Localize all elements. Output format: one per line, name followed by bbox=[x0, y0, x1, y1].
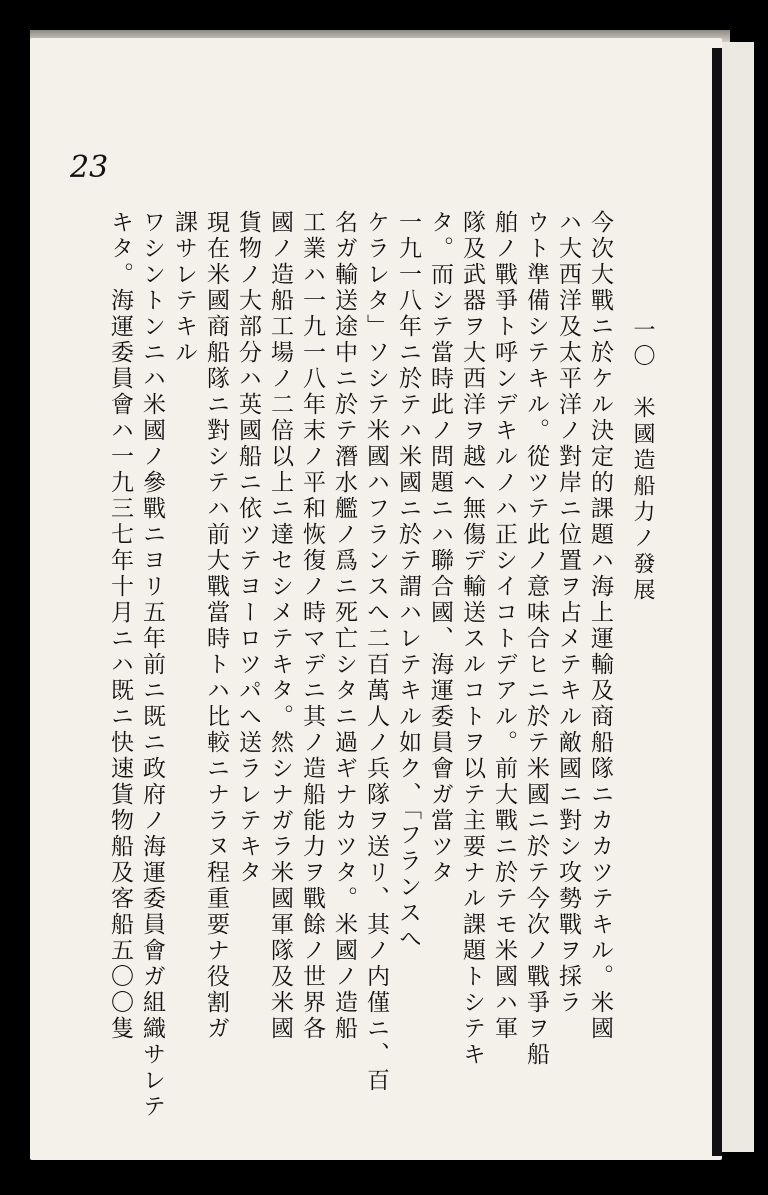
text-column-5: 隊及武器ヲ大西洋ヲ越ヘ無傷デ輸送スルコトヲ以テ主要ナル課題トシテキ bbox=[459, 210, 485, 1068]
text-column-14: 課サレテキル bbox=[171, 210, 197, 366]
text-column-10: 工業ハ一九一八年末ノ平和恢復ノ時マデニ其ノ造船能力ヲ戰餘ノ世界各 bbox=[299, 210, 325, 1042]
text-column-1: 今次大戰ニ於ケル決定的課題ハ海上運輸及商船隊ニカカツテキル。米國 bbox=[587, 210, 613, 1042]
text-column-9: 名ガ輸送途中ニ於テ潛水艦ノ爲ニ死亡シタニ過ギナカツタ。米國ノ造船 bbox=[331, 210, 357, 1042]
section-title: 一〇 米國造船力ノ發展 bbox=[630, 318, 655, 604]
text-column-7: 一九一八年ニ於テハ米國ニ於テ謂ハレテキル如ク、「フランスへ bbox=[395, 210, 421, 953]
text-column-2: ハ大西洋及太平洋ノ對岸ニ位置ヲ占メテキル敵國ニ對シ攻勢戰ヲ採ラ bbox=[555, 210, 581, 1016]
text-column-3: ウト準備シテキル。從ツテ此ノ意味合ヒニ於テ米國ニ於テ今次ノ戰爭ヲ船 bbox=[523, 210, 549, 1068]
text-column-15: ワシントンニハ米國ノ參戰ニヨリ五年前ニ既ニ政府ノ海運委員會ガ組織サレテ bbox=[139, 210, 165, 1120]
text-column-13: 現在米國商船隊ニ對シテハ前大戰當時トハ比較ニナラヌ程重要ナ役割ガ bbox=[203, 210, 229, 1042]
text-column-12: 貨物ノ大部分ハ英國船ニ依ツテヨーロツパへ送ラレテキタ bbox=[235, 210, 261, 886]
text-column-16: キタ。海運委員會ハ一九三七年十月ニハ既ニ快速貨物船及客船五〇〇隻 bbox=[107, 210, 133, 1042]
text-column-8: ケラレタ」ソシテ米國ハフランスへ二百萬人ノ兵隊ヲ送リ、其ノ内僅ニ、百 bbox=[363, 210, 389, 1094]
text-column-6: タ。而シテ當時此ノ問題ニハ聯合國、海運委員會ガ當ツタ bbox=[427, 210, 453, 886]
adjacent-page-edge bbox=[722, 42, 754, 1152]
text-column-4: 舶ノ戰爭ト呼ンデキルノハ正シイコトデアル。前大戰ニ於テモ米國ハ軍 bbox=[491, 210, 517, 1042]
page-number: 23 bbox=[70, 150, 109, 185]
book-spine-shadow bbox=[712, 48, 722, 1156]
text-column-11: 國ノ造船工場ノ二倍以上ニ達セシメテキタ。然シナガラ米國軍隊及米國 bbox=[267, 210, 293, 1042]
